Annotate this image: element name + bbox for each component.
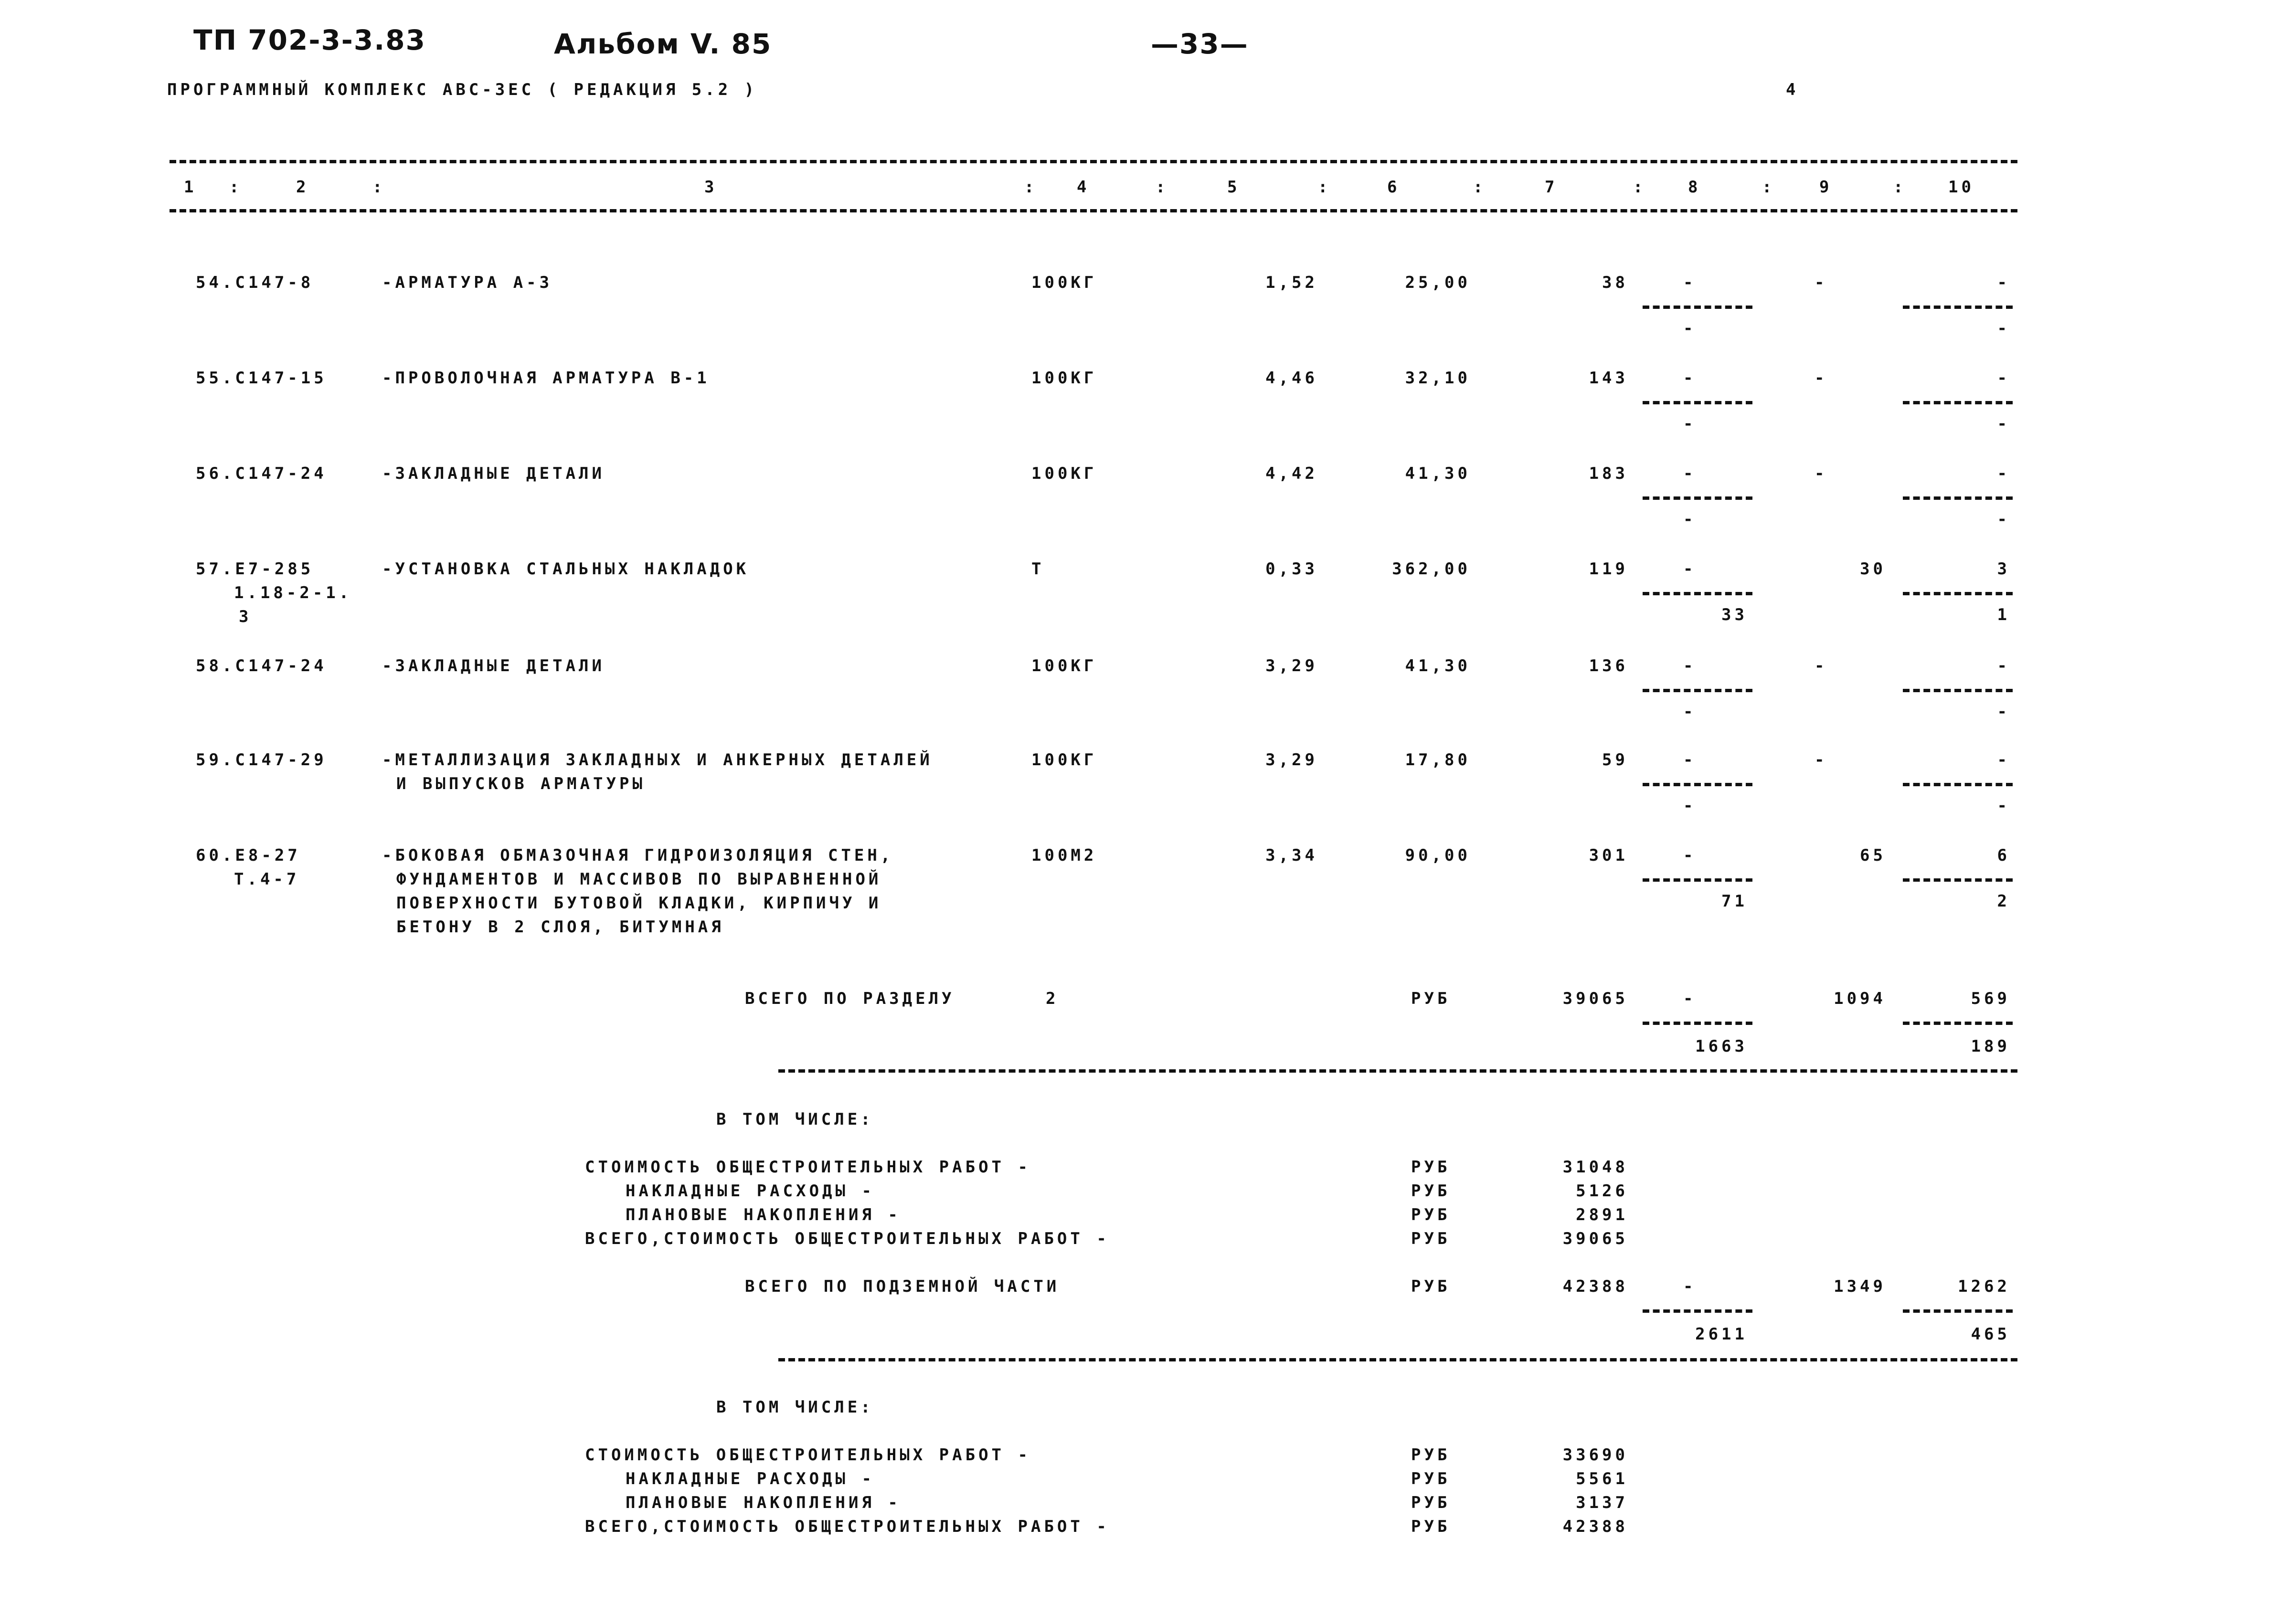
row-price: 32,10 [1405, 369, 1471, 388]
row-price: 41,30 [1405, 656, 1471, 675]
row-name: -ЗАКЛАДНЫЕ ДЕТАЛИ [382, 464, 605, 483]
row-total: 136 [1589, 656, 1628, 675]
breakdown-value: 33690 [1562, 1445, 1628, 1465]
row-code: 54.С147-8 [196, 273, 314, 292]
section-total-value: 39065 [1562, 989, 1628, 1008]
row-c9: - [1815, 464, 1828, 483]
breakdown-unit: РУБ [1411, 1229, 1451, 1248]
row-c8-bot: - [1683, 796, 1697, 815]
row-c9: - [1815, 656, 1828, 675]
row-c8-rule [1643, 401, 1752, 404]
row-c10-top: 6 [1997, 846, 2010, 865]
row-unit: 100КГ [1031, 464, 1097, 483]
row-c9: 30 [1860, 559, 1886, 579]
row-name: -АРМАТУРА А-3 [382, 273, 553, 292]
row-name: -ПРОВОЛОЧНАЯ АРМАТУРА В-1 [382, 369, 710, 388]
row-c9: - [1815, 750, 1828, 770]
album-label: Альбом V. 85 [554, 28, 772, 60]
underground-total-c10-rule [1903, 1309, 2013, 1313]
row-c10-bot: 1 [1997, 605, 2010, 624]
row-code: 55.С147-15 [196, 369, 327, 388]
breakdown-label: ВСЕГО,СТОИМОСТЬ ОБЩЕСТРОИТЕЛЬНЫХ РАБОТ - [585, 1229, 1110, 1248]
col-7: 7 [1545, 178, 1558, 197]
breakdown-unit: РУБ [1411, 1445, 1451, 1465]
row-qty: 3,34 [1265, 846, 1318, 865]
col-9: 9 [1819, 178, 1833, 197]
breakdown-unit: РУБ [1411, 1493, 1451, 1512]
section-total-c8-bot: 1663 [1695, 1037, 1748, 1056]
row-code: 56.С147-24 [196, 464, 327, 483]
underground-total-label: ВСЕГО ПО ПОДЗЕМНОЙ ЧАСТИ [745, 1277, 1060, 1296]
row-unit: 100КГ [1031, 369, 1097, 388]
section-total-c9: 1094 [1834, 989, 1886, 1008]
row-qty: 3,29 [1265, 656, 1318, 675]
row-c10-rule [1903, 592, 2013, 595]
underground-total-unit: РУБ [1411, 1277, 1451, 1296]
row-unit: 100КГ [1031, 750, 1097, 770]
col-sep: : [1024, 178, 1038, 197]
underground-total-c10-bot: 465 [1971, 1325, 2010, 1344]
row-total: 301 [1589, 846, 1628, 865]
row-name: -ЗАКЛАДНЫЕ ДЕТАЛИ [382, 656, 605, 675]
row-name: -УСТАНОВКА СТАЛЬНЫХ НАКЛАДОК [382, 559, 750, 579]
breakdown-value: 5561 [1576, 1469, 1628, 1488]
row-c10-top: - [1997, 750, 2010, 770]
section-total-unit: РУБ [1411, 989, 1451, 1008]
row-c8-top: - [1683, 750, 1697, 770]
underground-total-c9: 1349 [1834, 1277, 1886, 1296]
breakdown-value: 2891 [1576, 1205, 1628, 1224]
row-total: 183 [1589, 464, 1628, 483]
breakdown-unit: РУБ [1411, 1205, 1451, 1224]
breakdown-title: В ТОМ ЧИСЛЕ: [716, 1398, 874, 1417]
col-sep: : [372, 178, 386, 197]
row-unit: 100КГ [1031, 273, 1097, 292]
row-c10-bot: 2 [1997, 892, 2010, 911]
row-code-cont: 3 [239, 607, 252, 626]
header-bottom-rule [170, 209, 2017, 212]
header-top-rule [170, 160, 2017, 163]
underground-total-rule [778, 1358, 2017, 1361]
row-name-cont: ПОВЕРХНОСТИ БУТОВОЙ КЛАДКИ, КИРПИЧУ И [396, 894, 882, 913]
row-total: 59 [1602, 750, 1628, 770]
page-number: —33— [1151, 28, 1249, 60]
row-name: -МЕТАЛЛИЗАЦИЯ ЗАКЛАДНЫХ И АНКЕРНЫХ ДЕТАЛЕЙ [382, 750, 933, 770]
breakdown-title: В ТОМ ЧИСЛЕ: [716, 1110, 874, 1129]
breakdown-label: ПЛАНОВЫЕ НАКОПЛЕНИЯ - [626, 1493, 901, 1512]
row-name: -БОКОВАЯ ОБМАЗОЧНАЯ ГИДРОИЗОЛЯЦИЯ СТЕН, [382, 846, 894, 865]
row-c9: - [1815, 369, 1828, 388]
col-2: 2 [296, 178, 309, 197]
underground-total-value: 42388 [1562, 1277, 1628, 1296]
row-unit: 100КГ [1031, 656, 1097, 675]
row-c10-top: - [1997, 273, 2010, 292]
doc-code: ТП 702-3-3.83 [193, 24, 426, 56]
row-unit: 100М2 [1031, 846, 1097, 865]
col-sep: : [1318, 178, 1331, 197]
row-price: 41,30 [1405, 464, 1471, 483]
col-sep: : [1156, 178, 1169, 197]
row-c8-top: - [1683, 846, 1697, 865]
row-c10-rule [1903, 401, 2013, 404]
row-c9: 65 [1860, 846, 1886, 865]
row-unit: Т [1031, 559, 1045, 579]
breakdown-label: НАКЛАДНЫЕ РАСХОДЫ - [626, 1469, 875, 1488]
col-sep: : [1762, 178, 1775, 197]
section-total-c10-top: 569 [1971, 989, 2010, 1008]
row-c8-bot: - [1683, 319, 1697, 338]
breakdown-unit: РУБ [1411, 1517, 1451, 1536]
breakdown-unit: РУБ [1411, 1158, 1451, 1177]
col-6: 6 [1387, 178, 1401, 197]
row-c8-top: - [1683, 369, 1697, 388]
row-c9: - [1815, 273, 1828, 292]
row-c10-rule [1903, 689, 2013, 692]
col-sep: : [1633, 178, 1646, 197]
row-code-cont: 1.18-2-1. [234, 583, 352, 602]
breakdown-value: 31048 [1562, 1158, 1628, 1177]
col-5: 5 [1227, 178, 1241, 197]
row-c8-top: - [1683, 559, 1697, 579]
row-name-cont: ФУНДАМЕНТОВ И МАССИВОВ ПО ВЫРАВНЕННОЙ [396, 870, 882, 889]
underground-total-c8-rule [1643, 1309, 1752, 1313]
row-total: 143 [1589, 369, 1628, 388]
col-1: 1 [184, 178, 197, 197]
breakdown-value: 42388 [1562, 1517, 1628, 1536]
section-total-rule [778, 1069, 2017, 1073]
row-price: 17,80 [1405, 750, 1471, 770]
row-qty: 4,46 [1265, 369, 1318, 388]
section-total-c10-bot: 189 [1971, 1037, 2010, 1056]
row-code: 60.Е8-27 [196, 846, 301, 865]
row-c10-top: 3 [1997, 559, 2010, 579]
row-qty: 0,33 [1265, 559, 1318, 579]
row-c8-top: - [1683, 273, 1697, 292]
col-10: 10 [1948, 178, 1974, 197]
row-c8-rule [1643, 306, 1752, 309]
row-c8-rule [1643, 592, 1752, 595]
breakdown-label: СТОИМОСТЬ ОБЩЕСТРОИТЕЛЬНЫХ РАБОТ - [585, 1445, 1031, 1465]
row-c10-top: - [1997, 369, 2010, 388]
row-c10-rule [1903, 878, 2013, 882]
row-total: 119 [1589, 559, 1628, 579]
section-total-c8-rule [1643, 1022, 1752, 1025]
breakdown-label: ПЛАНОВЫЕ НАКОПЛЕНИЯ - [626, 1205, 901, 1224]
col-sep: : [229, 178, 243, 197]
row-code: 59.С147-29 [196, 750, 327, 770]
section-total-c10-rule [1903, 1022, 2013, 1025]
row-c10-top: - [1997, 464, 2010, 483]
row-c8-bot: 71 [1721, 892, 1748, 911]
row-c8-bot: - [1683, 414, 1697, 433]
breakdown-value: 5126 [1576, 1181, 1628, 1201]
breakdown-value: 3137 [1576, 1493, 1628, 1512]
underground-total-c8-bot: 2611 [1695, 1325, 1748, 1344]
breakdown-unit: РУБ [1411, 1469, 1451, 1488]
row-name-cont: БЕТОНУ В 2 СЛОЯ, БИТУМНАЯ [396, 917, 724, 937]
row-code: 58.С147-24 [196, 656, 327, 675]
row-c10-bot: - [1997, 510, 2010, 529]
row-c8-top: - [1683, 656, 1697, 675]
col-sep: : [1893, 178, 1907, 197]
row-c10-bot: - [1997, 702, 2010, 721]
row-c10-rule [1903, 306, 2013, 309]
breakdown-label: ВСЕГО,СТОИМОСТЬ ОБЩЕСТРОИТЕЛЬНЫХ РАБОТ - [585, 1517, 1110, 1536]
breakdown-label: НАКЛАДНЫЕ РАСХОДЫ - [626, 1181, 875, 1201]
row-code: 57.Е7-285 [196, 559, 314, 579]
program-label: ПРОГРАММНЫЙ КОМПЛЕКС АВС-3ЕС ( РЕДАКЦИЯ 5.2 ) [167, 80, 758, 99]
col-3: 3 [704, 178, 718, 197]
row-price: 25,00 [1405, 273, 1471, 292]
row-c8-rule [1643, 878, 1752, 882]
col-sep: : [1473, 178, 1486, 197]
breakdown-label: СТОИМОСТЬ ОБЩЕСТРОИТЕЛЬНЫХ РАБОТ - [585, 1158, 1031, 1177]
row-price: 362,00 [1392, 559, 1471, 579]
breakdown-value: 39065 [1562, 1229, 1628, 1248]
row-price: 90,00 [1405, 846, 1471, 865]
row-code-cont: Т.4-7 [234, 870, 300, 889]
row-qty: 3,29 [1265, 750, 1318, 770]
row-c10-bot: - [1997, 414, 2010, 433]
row-c8-bot: - [1683, 702, 1697, 721]
row-c10-top: - [1997, 656, 2010, 675]
sheet-mark: 4 [1786, 80, 1799, 99]
row-name-cont: И ВЫПУСКОВ АРМАТУРЫ [396, 774, 646, 793]
row-c8-bot: - [1683, 510, 1697, 529]
underground-total-c8-top: - [1683, 1277, 1697, 1296]
row-c10-bot: - [1997, 796, 2010, 815]
row-qty: 4,42 [1265, 464, 1318, 483]
col-4: 4 [1077, 178, 1090, 197]
row-c8-top: - [1683, 464, 1697, 483]
section-total-number: 2 [1046, 989, 1059, 1008]
breakdown-unit: РУБ [1411, 1181, 1451, 1201]
row-qty: 1,52 [1265, 273, 1318, 292]
section-total-label: ВСЕГО ПО РАЗДЕЛУ [745, 989, 955, 1008]
row-c10-rule [1903, 496, 2013, 500]
row-c10-bot: - [1997, 319, 2010, 338]
section-total-c8-top: - [1683, 989, 1697, 1008]
col-8: 8 [1688, 178, 1701, 197]
row-total: 38 [1602, 273, 1628, 292]
underground-total-c10-top: 1262 [1958, 1277, 2010, 1296]
row-c8-bot: 33 [1721, 605, 1748, 624]
row-c8-rule [1643, 496, 1752, 500]
row-c8-rule [1643, 689, 1752, 692]
row-c10-rule [1903, 783, 2013, 786]
row-c8-rule [1643, 783, 1752, 786]
